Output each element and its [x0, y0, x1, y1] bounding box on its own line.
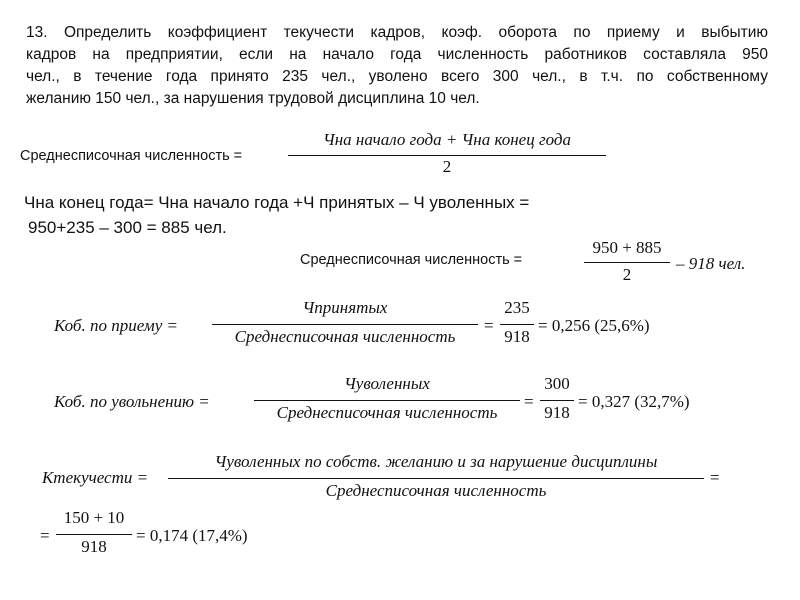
dismiss-numerator: Чуволенных [344, 374, 430, 393]
hire-numerator: Чпринятых [302, 298, 388, 317]
problem-statement [26, 22, 768, 110]
avg-calc-denominator: 2 [622, 265, 632, 284]
dismiss-value-numerator: 300 [544, 374, 570, 393]
hire-value-numerator: 235 [504, 298, 530, 317]
avg-calc-result: – 918 чел. [676, 254, 746, 273]
hire-result: = 0,256 (25,6%) [538, 316, 650, 335]
problem-line-2: кадров на предприятии, если на начало года численность работников составляла 950 [26, 46, 768, 63]
problem-line-3: чел., в течение года принято 235 чел., уволено всего 300 чел., в т.ч. по собственному [26, 68, 768, 85]
avg-calc-fraction [584, 238, 670, 288]
avg-calc-label: Среднесписочная численность = [300, 252, 523, 268]
turnover-lead-equals: = [40, 526, 50, 545]
dismiss-value-denominator: 918 [544, 403, 570, 422]
hire-value-denominator: 918 [504, 327, 530, 346]
turnover-equals: = [710, 468, 720, 487]
fraction-bar [584, 262, 670, 263]
hire-denominator: Среднесписочная численность [234, 327, 456, 346]
fraction-bar [56, 534, 132, 535]
end-year-line-2: 950+235 – 300 = 885 чел. [28, 218, 227, 237]
fraction-bar [212, 324, 478, 325]
avg-calc-numerator: 950 + 885 [592, 238, 662, 257]
turnover-result: = 0,174 (17,4%) [136, 526, 248, 545]
dismiss-label: Коб. по увольнению = [54, 392, 210, 411]
hire-fraction [212, 298, 478, 350]
avg-formula-fraction [288, 130, 606, 180]
dismiss-denominator: Среднесписочная численность [276, 403, 498, 422]
hire-equals: = [484, 316, 494, 335]
fraction-bar [168, 478, 704, 479]
turnover-label: Ктекучести = [42, 468, 149, 487]
turnover-value-denominator: 918 [81, 537, 107, 556]
turnover-value-fraction [56, 508, 132, 560]
turnover-value-numerator: 150 + 10 [63, 508, 125, 527]
turnover-denominator: Среднесписочная численность [325, 481, 547, 500]
avg-formula-label: Среднесписочная численность = [20, 148, 243, 164]
dismiss-equals: = [524, 392, 534, 411]
problem-line-1: 13. Определить коэффициент текучести кадров, коэф. оборота по приему и выбытию [26, 24, 768, 41]
problem-line-4: желанию 150 чел., за нарушения трудовой дисциплина 10 чел. [26, 90, 480, 107]
turnover-fraction [168, 452, 704, 504]
hire-value-fraction [500, 298, 534, 350]
turnover-numerator: Чуволенных по собств. желанию и за нарушение дисциплины [214, 452, 658, 471]
dismiss-fraction [254, 374, 520, 426]
fraction-bar [500, 324, 534, 325]
avg-formula-numerator: Чна начало года + Чна конец года [322, 130, 571, 149]
dismiss-result: = 0,327 (32,7%) [578, 392, 690, 411]
fraction-bar [254, 400, 520, 401]
hire-label: Коб. по приему = [54, 316, 178, 335]
end-year-line-1: Чна конец года= Чна начало года +Ч принятых – Ч уволенных = [24, 193, 530, 212]
fraction-bar [540, 400, 574, 401]
dismiss-value-fraction [540, 374, 574, 426]
avg-formula-denominator: 2 [442, 157, 452, 176]
fraction-bar [288, 155, 606, 156]
